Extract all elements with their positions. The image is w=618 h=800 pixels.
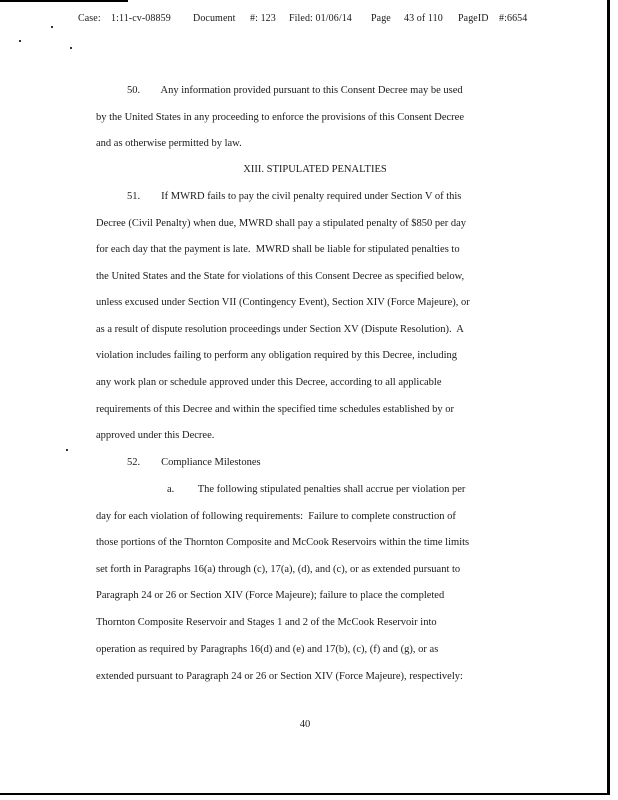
scan-speck <box>19 40 21 42</box>
body-line: operation as required by Paragraphs 16(d) and (e) and 17(b), (c), (f) and (g), or as <box>96 644 439 655</box>
body-line: the United States and the State for violations of this Consent Decree as specified below, <box>96 271 465 282</box>
filed-date: Filed: 01/06/14 <box>289 13 352 24</box>
case-label: Case: <box>78 13 101 24</box>
page-of: 43 of 110 <box>404 13 443 24</box>
scan-speck <box>51 26 53 28</box>
body-line: those portions of the Thornton Composite and McCook Reservoirs within the time limits <box>96 537 470 548</box>
body-line: as a result of dispute resolution proceedings under Section XV (Dispute Resolution). A <box>96 324 464 335</box>
body-line: set forth in Paragraphs 16(a) through (c), 17(a), (d), and (c), or as extended pursuant to <box>96 564 461 575</box>
document-label: Document <box>193 13 236 24</box>
body-line: extended pursuant to Paragraph 24 or 26 or Section XIV (Force Majeure), respectively: <box>96 671 463 682</box>
body-line: a. The following stipulated penalties shall accrue per violation per <box>167 484 466 495</box>
body-line: day for each violation of following requirements: Failure to complete construction of <box>96 511 456 522</box>
document-number: #: 123 <box>250 13 276 24</box>
body-line: approved under this Decree. <box>96 430 215 441</box>
body-line: by the United States in any proceeding to enforce the provisions of this Consent Decree <box>96 112 464 123</box>
body-line: any work plan or schedule approved under this Decree, according to all applicable <box>96 377 442 388</box>
page-number: 40 <box>299 719 311 730</box>
section-heading-text: XIII. STIPULATED PENALTIES <box>243 164 387 175</box>
page-label: Page <box>371 13 391 24</box>
case-number: 1:11-cv-08859 <box>111 13 171 24</box>
subheading-line: 52. Compliance Milestones <box>127 457 261 468</box>
top-scan-rule <box>0 0 128 2</box>
section-heading <box>0 164 618 175</box>
body-line: Decree (Civil Penalty) when due, MWRD shall pay a stipulated penalty of $850 per day <box>96 218 467 229</box>
scan-speck <box>70 47 72 49</box>
body-line: Paragraph 24 or 26 or Section XIV (Force Majeure); failure to place the completed <box>96 590 445 601</box>
body-line: Thornton Composite Reservoir and Stages 1 and 2 of the McCook Reservoir into <box>96 617 437 628</box>
body-line: requirements of this Decree and within the specified time schedules established by or <box>96 404 455 415</box>
body-line: and as otherwise permitted by law. <box>96 138 242 149</box>
pageid-number: #:6654 <box>499 13 528 24</box>
body-line: 50. Any information provided pursuant to this Consent Decree may be used <box>127 85 463 96</box>
scan-speck <box>66 449 68 451</box>
pageid-label: PageID <box>458 13 489 24</box>
body-line: for each day that the payment is late. MWRD shall be liable for stipulated penalties to <box>96 244 460 255</box>
body-line: violation includes failing to perform any obligation required by this Decree, including <box>96 350 457 361</box>
body-line: 51. If MWRD fails to pay the civil penalty required under Section V of this <box>127 191 462 202</box>
body-line: unless excused under Section VII (Contingency Event), Section XIV (Force Majeure), or <box>96 297 470 308</box>
